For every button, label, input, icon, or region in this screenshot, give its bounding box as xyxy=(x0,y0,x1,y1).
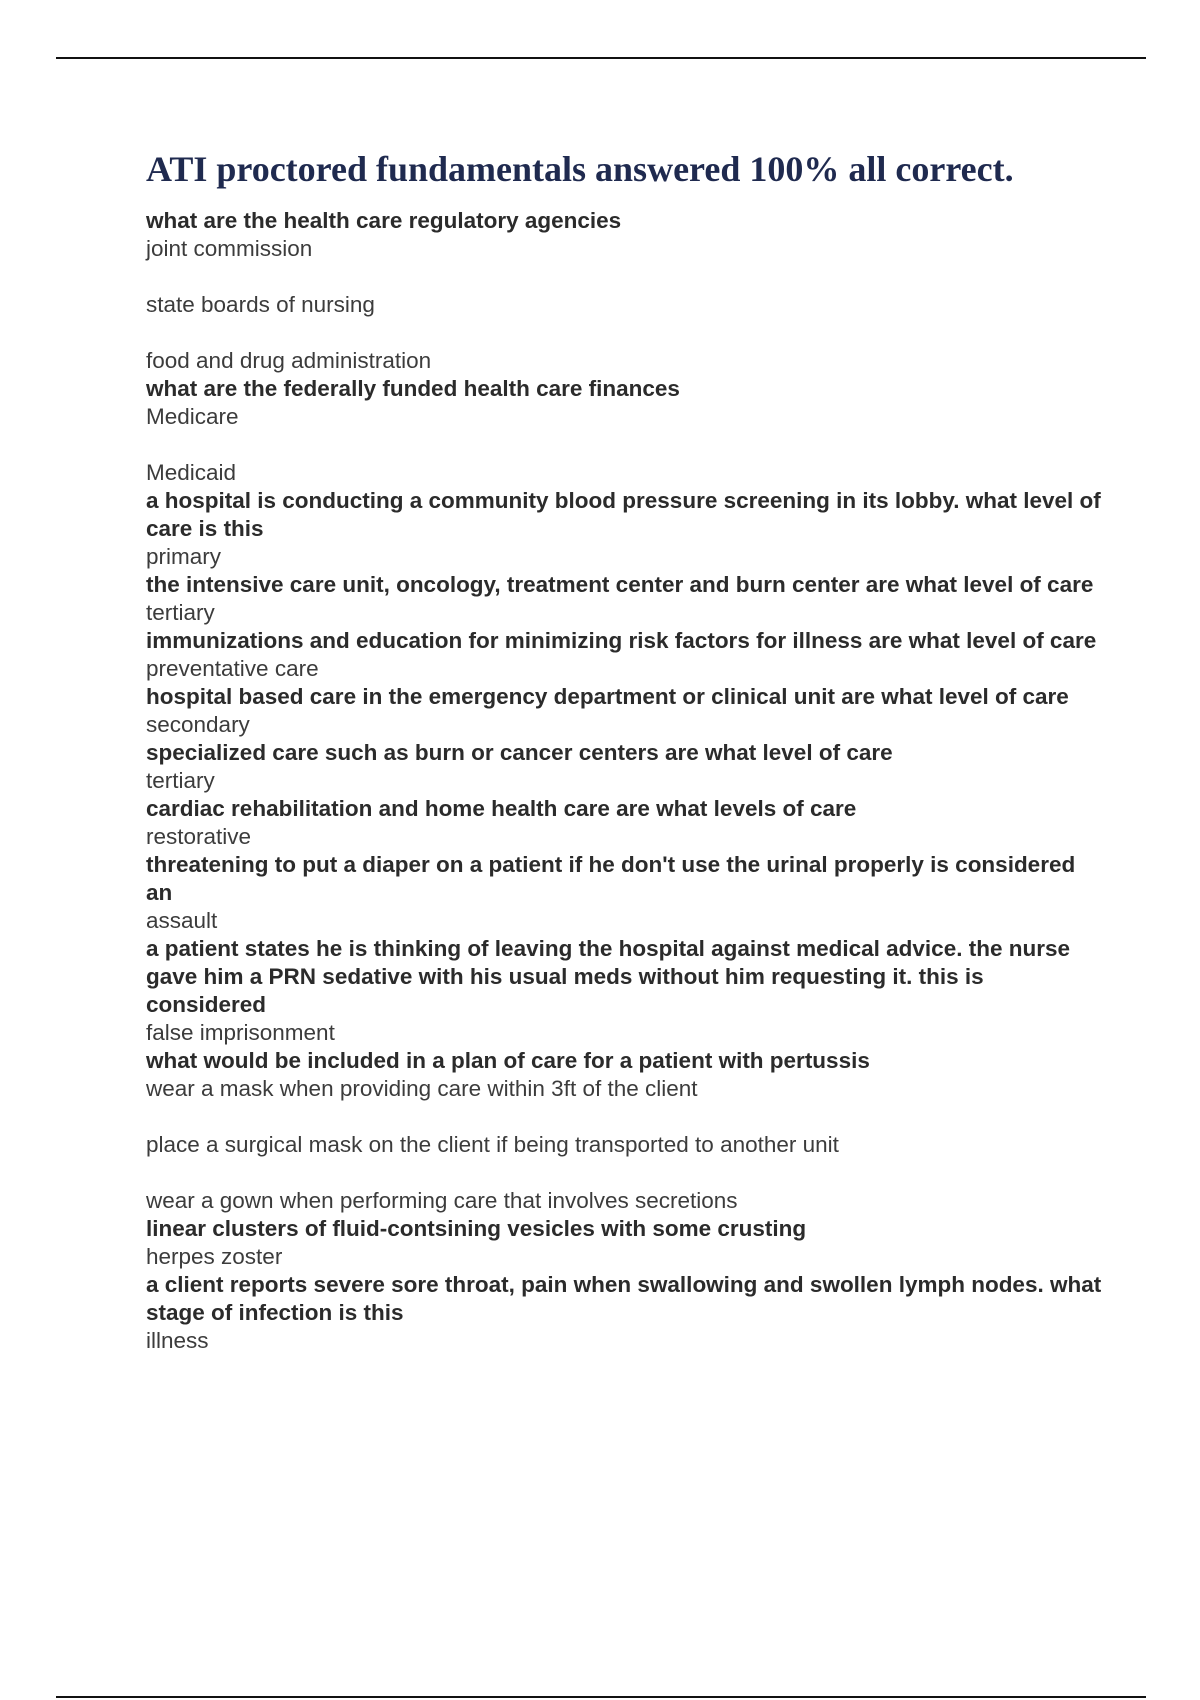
answer: primary xyxy=(146,544,222,569)
qa-item xyxy=(146,571,1106,627)
answer: joint commission xyxy=(146,236,313,261)
question: what are the federally funded health care finances xyxy=(146,376,680,401)
qa-item xyxy=(146,683,1106,739)
document-title: ATI proctored fundamentals answered 100% all correct. xyxy=(146,149,1014,189)
answer: state boards of nursing xyxy=(146,292,375,317)
question: what are the health care regulatory agencies xyxy=(146,208,622,233)
question: hospital based care in the emergency department or clinical unit are what level of care xyxy=(146,684,1069,709)
answer: wear a mask when providing care within 3ft of the client xyxy=(146,1076,698,1101)
qa-item xyxy=(146,1047,1106,1215)
question: threatening to put a diaper on a patient if he don't use the urinal properly is considered an xyxy=(146,852,1076,905)
qa-item xyxy=(146,739,1106,795)
top-rule xyxy=(56,57,1146,59)
answer: herpes zoster xyxy=(146,1244,283,1269)
qa-item xyxy=(146,795,1106,851)
qa-item xyxy=(146,851,1106,935)
answer: secondary xyxy=(146,712,250,737)
question: the intensive care unit, oncology, treatment center and burn center are what level of care xyxy=(146,572,1094,597)
answer: food and drug administration xyxy=(146,348,432,373)
question: what would be included in a plan of care for a patient with pertussis xyxy=(146,1048,870,1073)
answer: Medicare xyxy=(146,404,239,429)
answer: Medicaid xyxy=(146,460,237,485)
question: specialized care such as burn or cancer centers are what level of care xyxy=(146,740,893,765)
qa-item xyxy=(146,935,1106,1047)
qa-item xyxy=(146,375,1106,487)
bottom-rule xyxy=(56,1696,1146,1698)
answer: illness xyxy=(146,1328,209,1353)
document-body xyxy=(146,145,1106,1355)
answer: place a surgical mask on the client if being transported to another unit xyxy=(146,1132,839,1157)
question: a patient states he is thinking of leaving the hospital against medical advice. the nurse gave him a PRN sedative with his usual meds without him requesting it. this is considered xyxy=(146,936,1070,1017)
answer: assault xyxy=(146,908,218,933)
answer: wear a gown when performing care that involves secretions xyxy=(146,1188,738,1213)
answer: restorative xyxy=(146,824,252,849)
qa-item xyxy=(146,1271,1106,1355)
question: cardiac rehabilitation and home health care are what levels of care xyxy=(146,796,857,821)
answer: false imprisonment xyxy=(146,1020,335,1045)
question: immunizations and education for minimizing risk factors for illness are what level of care xyxy=(146,628,1097,653)
answer: tertiary xyxy=(146,600,215,625)
question: a client reports severe sore throat, pain when swallowing and swollen lymph nodes. what stage of infection is this xyxy=(146,1272,1102,1325)
answer: tertiary xyxy=(146,768,215,793)
question: linear clusters of fluid-contsining vesicles with some crusting xyxy=(146,1216,807,1241)
answer: preventative care xyxy=(146,656,319,681)
qa-item xyxy=(146,207,1106,375)
qa-item xyxy=(146,1215,1106,1271)
qa-item xyxy=(146,487,1106,571)
question: a hospital is conducting a community blood pressure screening in its lobby. what level of care is this xyxy=(146,488,1101,541)
qa-item xyxy=(146,627,1106,683)
